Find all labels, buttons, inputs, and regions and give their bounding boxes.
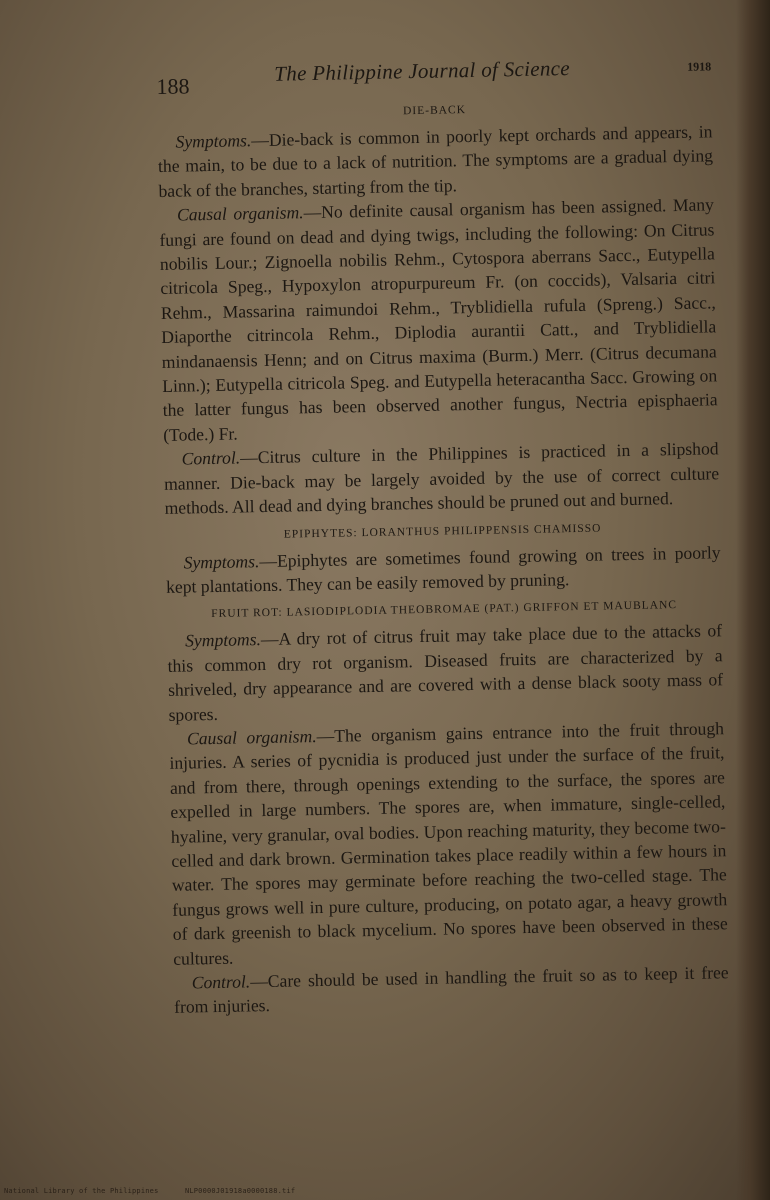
paragraph — [157, 119, 713, 203]
paragraph-text: —Citrus culture in the Philippines is practiced in a slipshod manner. Die-back may be largely avoided by the use of correct culture methods. All dead and dying branches should be pruned out and burned. — [163, 438, 720, 519]
paragraph — [163, 437, 719, 521]
paragraph-lead: Symptoms. — [175, 130, 252, 152]
paragraph-lead: Symptoms. — [184, 629, 262, 651]
journal-title: The Philippine Journal of Science — [274, 56, 571, 86]
paragraph-lead: Control. — [181, 447, 241, 469]
paragraph-text: —Die-back is common in poorly kept orchards and appears, in the main, to be due to a lack of nutrition. The symptoms are a gradual dying back of the branches, starting from the tip. — [157, 121, 714, 201]
paragraph-text: —No definite causal organism has been assigned. Many fungi are found on dead and dying twigs, including the following: On Citrus nobilis Lour.; Zignoella nobilis Rehm., Cytospora aberrans Sacc., Eutypella citricola Speg., Hypoxylon atropurpureum Fr. (on coccids), Valsaria citri Rehm., Massarina raimundoi Rehm., Tryblidiella rufula (Spreng.) Sacc., Diaporthe citrincola Rehm., Diplodia aurantii Catt., and Tryblidiella mindanaensis Henn; and on Citrus maxima (Burm.) Merr. (Citrus decumana Linn.); Eutypella citricola Speg. and Eutypella heteracantha Sacc. Growing on the latter fungus has been observed another fungus, Nectria episphaeria (Tode.) Fr. — [159, 194, 718, 445]
scan-footer — [4, 1187, 317, 1195]
section-title-die-back: DIE-BACK — [402, 104, 467, 118]
section-title-fruit-rot: FRUIT ROT: LASIODIPLODIA THEOBROMAE (PAT.) GRIFFON ET MAUBLANC — [211, 599, 678, 621]
paragraph-lead: Causal organism. — [176, 202, 304, 225]
text-column — [156, 49, 729, 1019]
paragraph-text: —Care should be used in handling the fruit so as to keep it free from injuries. — [173, 962, 729, 1018]
paragraph — [159, 193, 719, 448]
year: 1918 — [687, 59, 712, 74]
paragraph-text: —A dry rot of citrus fruit may take place due to the attacks of this common dry rot organism. Diseased fruits are characterized by a shriveled, dry appearance and are covered with a dense black sooty mass of spores. — [167, 620, 724, 725]
paragraph — [173, 960, 729, 1019]
paragraph-text: —Epiphytes are sometimes found growing on trees in poorly kept plantations. They can be easily removed by pruning. — [165, 541, 721, 597]
library-name: National Library of the Philippines — [4, 1187, 159, 1195]
section-title-epiphytes: EPIPHYTES: LORANTHUS PHILIPPENSIS CHAMISSO — [283, 522, 602, 541]
paragraph-text: —The organism gains entrance into the fruit through injuries. A series of pycnidia is produced just under the surface of the fruit, and from there, through openings extending to the surface, the spores are expelled in large numbers. The spores are, when immature, single-celled, hyaline, very granular, oval bodies. Upon reaching maturity, they become two-celled and dark brown. Germination takes place readily within a few hours in water. The spores may germinate before reaching the two-celled stage. The fungus grows well in pure culture, producing, on potato agar, a heavy growth of dark greenish to black mycelium. No spores have been observed in these cultures. — [169, 718, 728, 969]
paragraph-lead: Causal organism. — [186, 725, 317, 749]
paragraph — [167, 619, 724, 727]
page-number: 188 — [156, 73, 190, 99]
paragraph-lead: Control. — [191, 971, 251, 993]
book-gutter-shadow — [736, 0, 770, 1200]
running-header — [156, 49, 712, 100]
paragraph — [169, 716, 729, 971]
paragraph-lead: Symptoms. — [183, 550, 260, 573]
paragraph — [165, 540, 721, 599]
file-id: NLP0000J01918a0000188.tif — [184, 1187, 296, 1195]
